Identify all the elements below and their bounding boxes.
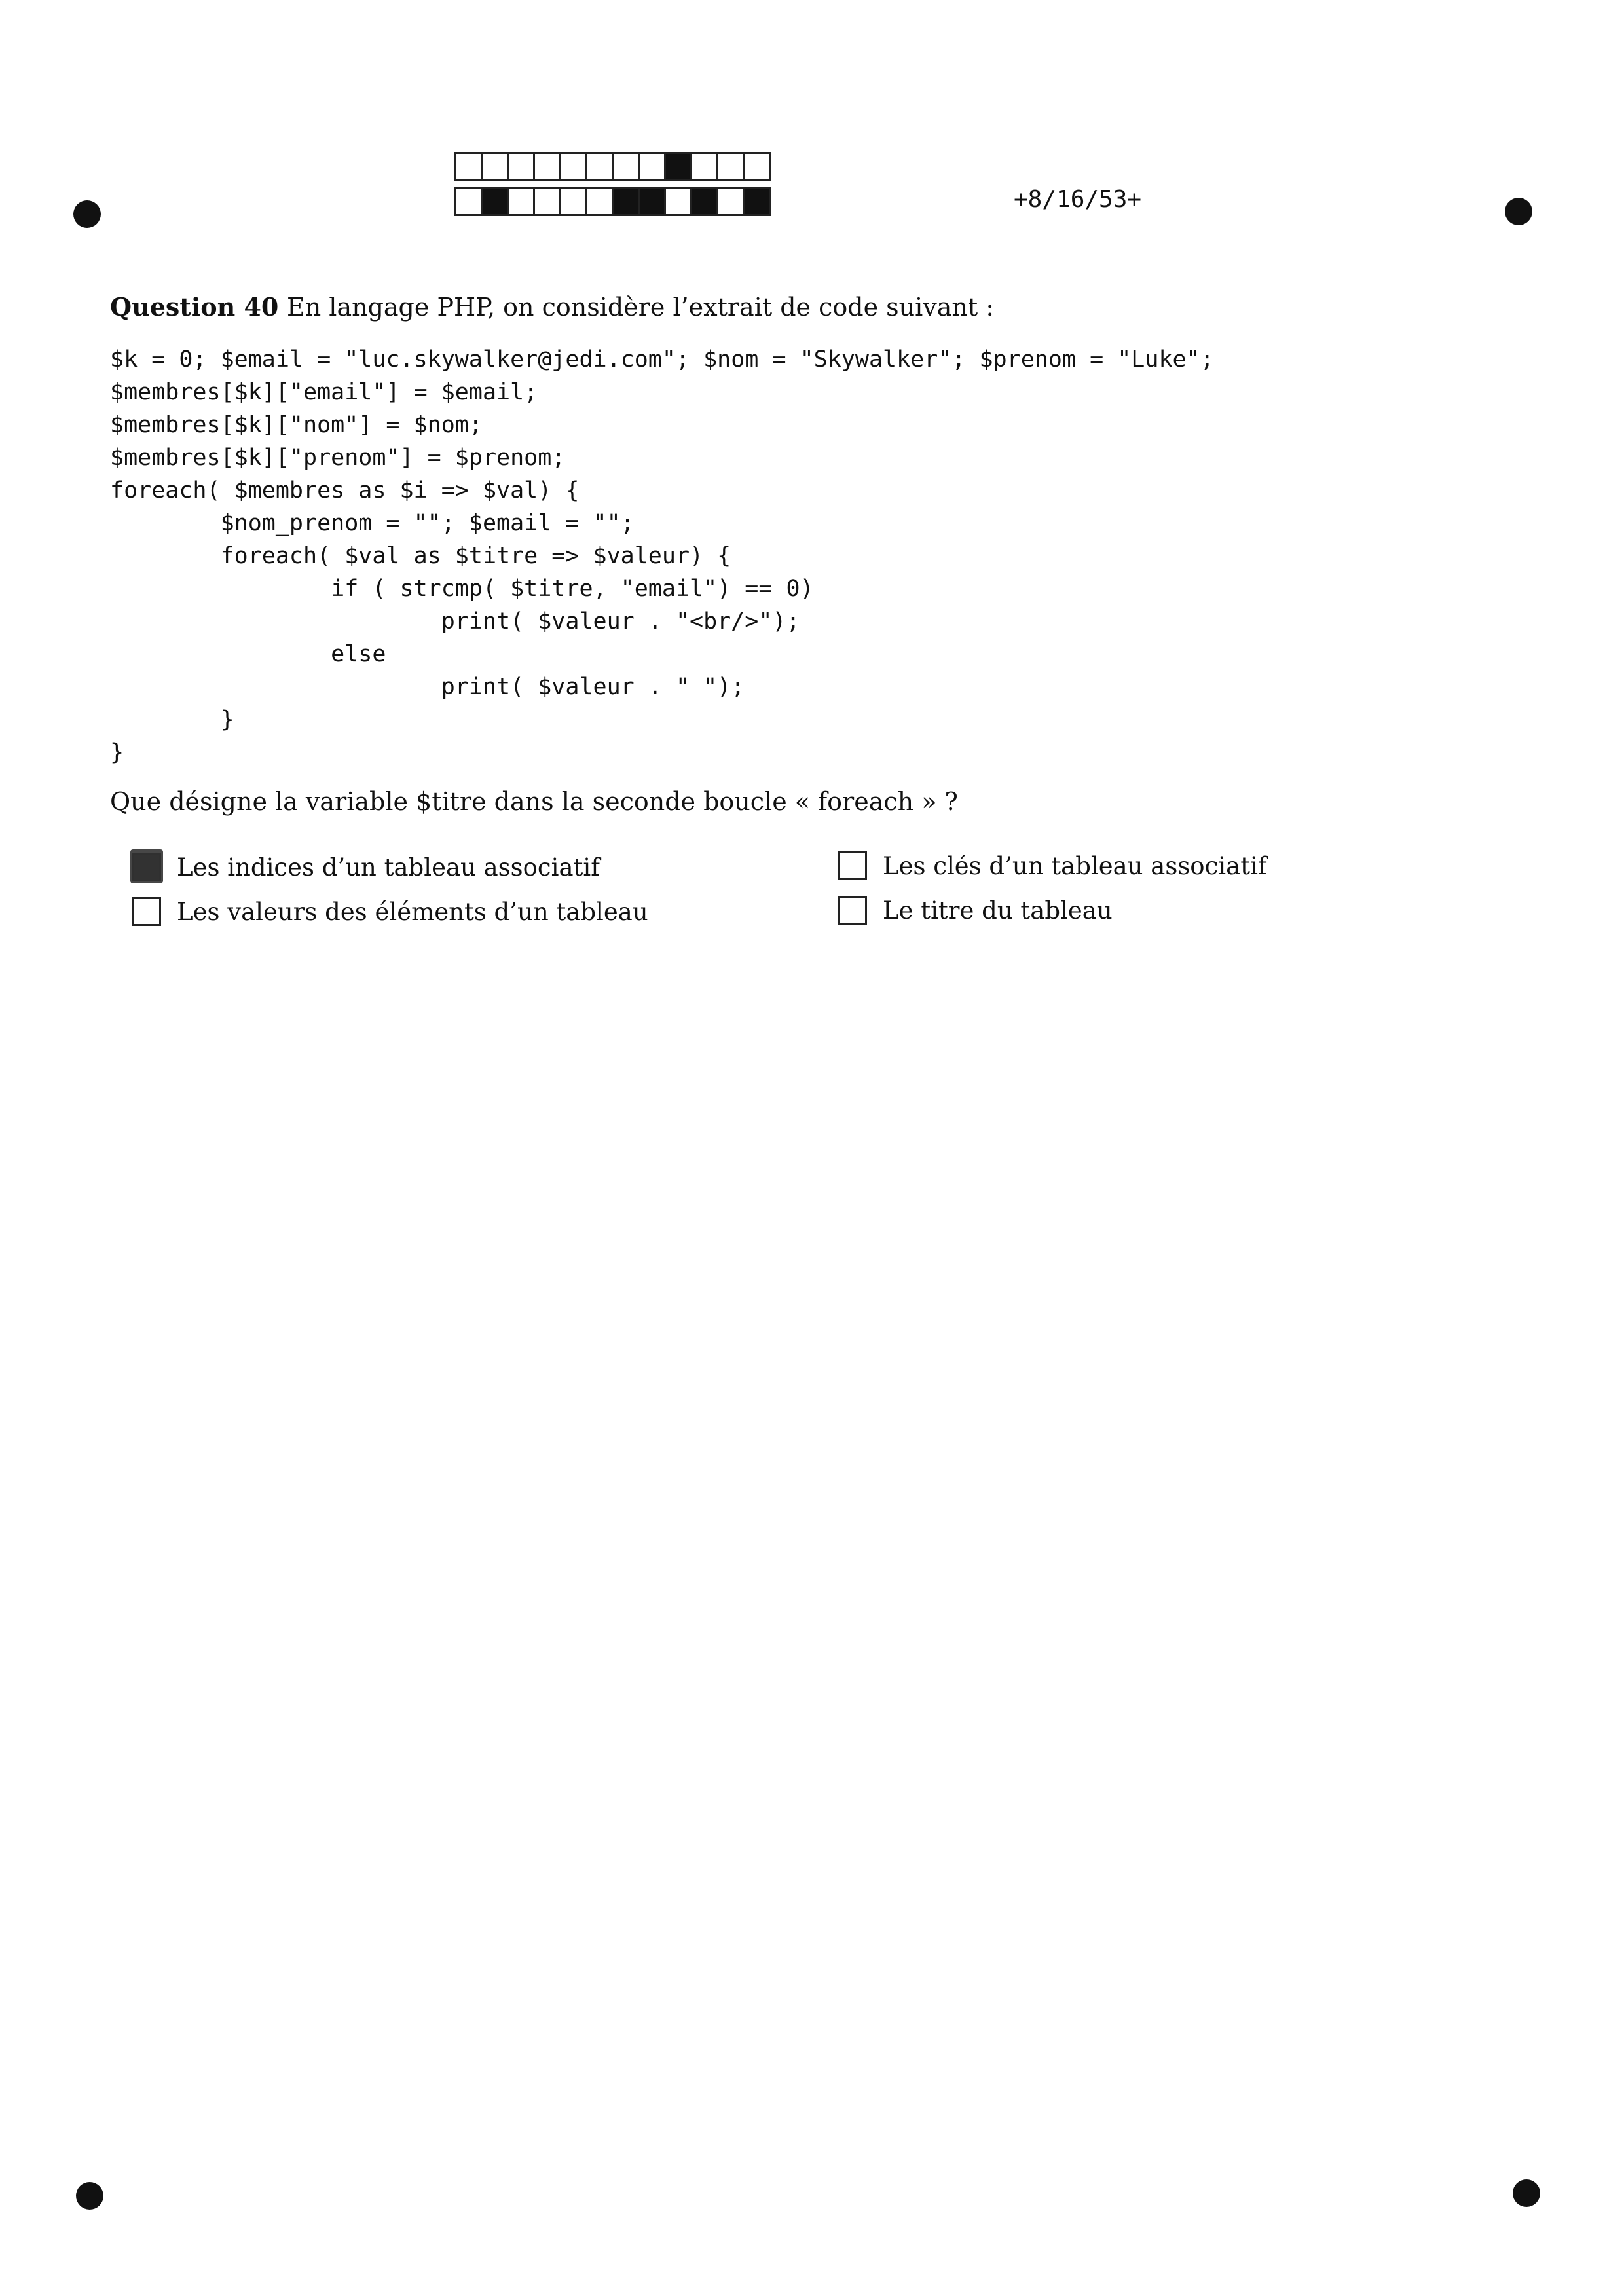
id-grid-cell — [664, 187, 692, 216]
id-grid-cell — [481, 187, 509, 216]
answer-label: Les valeurs des éléments d’un tableau — [177, 897, 648, 926]
id-grid-cell — [507, 187, 535, 216]
answer-label: Le titre du tableau — [883, 896, 1113, 925]
id-grid-cell — [690, 152, 718, 181]
id-grid-cell — [533, 152, 561, 181]
id-grid-cell — [507, 152, 535, 181]
answer-checkbox[interactable] — [132, 897, 161, 926]
corner-registration-mark — [1505, 198, 1532, 225]
id-grid-row — [454, 152, 769, 181]
id-grid-cell — [481, 152, 509, 181]
id-grid-cell — [533, 187, 561, 216]
answer-label: Les indices d’un tableau associatif — [177, 853, 600, 881]
id-grid-cell — [743, 187, 771, 216]
student-id-grid — [454, 152, 769, 223]
id-grid-cell — [612, 187, 640, 216]
id-grid-cell — [638, 187, 666, 216]
code-block: $k = 0; $email = "luc.skywalker@jedi.com"; $nom = "Skywalker"; $prenom = "Luke"; $membres[$k]["email"] = $email; $membres[$k]["nom"] = $nom; $membres[$k]["prenom"] = $prenom; foreach( $membres as $i => $val) { $nom_prenom = ""; $email = ""; foreach( $val as $titre => $valeur) { if ( strcmp( $titre, "email") == 0) print( $valeur . "<br/>"); else print( $valeur . " "); } } — [110, 346, 1214, 766]
answer-checkbox[interactable] — [838, 851, 867, 880]
answer-option-2[interactable] — [132, 897, 648, 926]
id-grid-cell — [690, 187, 718, 216]
question-prompt: Que désigne la variable $titre dans la seconde boucle « foreach » ? — [110, 787, 958, 816]
corner-registration-mark — [76, 2182, 103, 2210]
corner-registration-mark — [1513, 2179, 1540, 2207]
page-code: +8/16/53+ — [1014, 186, 1142, 213]
id-grid-cell — [743, 152, 771, 181]
id-grid-cell — [664, 152, 692, 181]
answer-option-3[interactable] — [838, 851, 1267, 880]
question-header — [110, 292, 994, 322]
id-grid-cell — [585, 152, 614, 181]
corner-registration-mark — [73, 200, 101, 228]
question-intro: En langage PHP, on considère l’extrait de code suivant : — [287, 293, 995, 322]
answer-label: Les clés d’un tableau associatif — [883, 851, 1267, 880]
answer-option-1[interactable] — [132, 853, 600, 881]
answer-checkbox[interactable] — [838, 896, 867, 925]
id-grid-cell — [559, 187, 587, 216]
id-grid-cell — [585, 187, 614, 216]
question-number: Question 40 — [110, 292, 279, 322]
answer-option-4[interactable] — [838, 896, 1113, 925]
id-grid-cell — [612, 152, 640, 181]
id-grid-cell — [716, 152, 745, 181]
id-grid-cell — [454, 187, 483, 216]
id-grid-cell — [716, 187, 745, 216]
answer-checkbox[interactable] — [132, 853, 161, 881]
id-grid-cell — [454, 152, 483, 181]
id-grid-cell — [638, 152, 666, 181]
id-grid-cell — [559, 152, 587, 181]
id-grid-row — [454, 187, 769, 216]
